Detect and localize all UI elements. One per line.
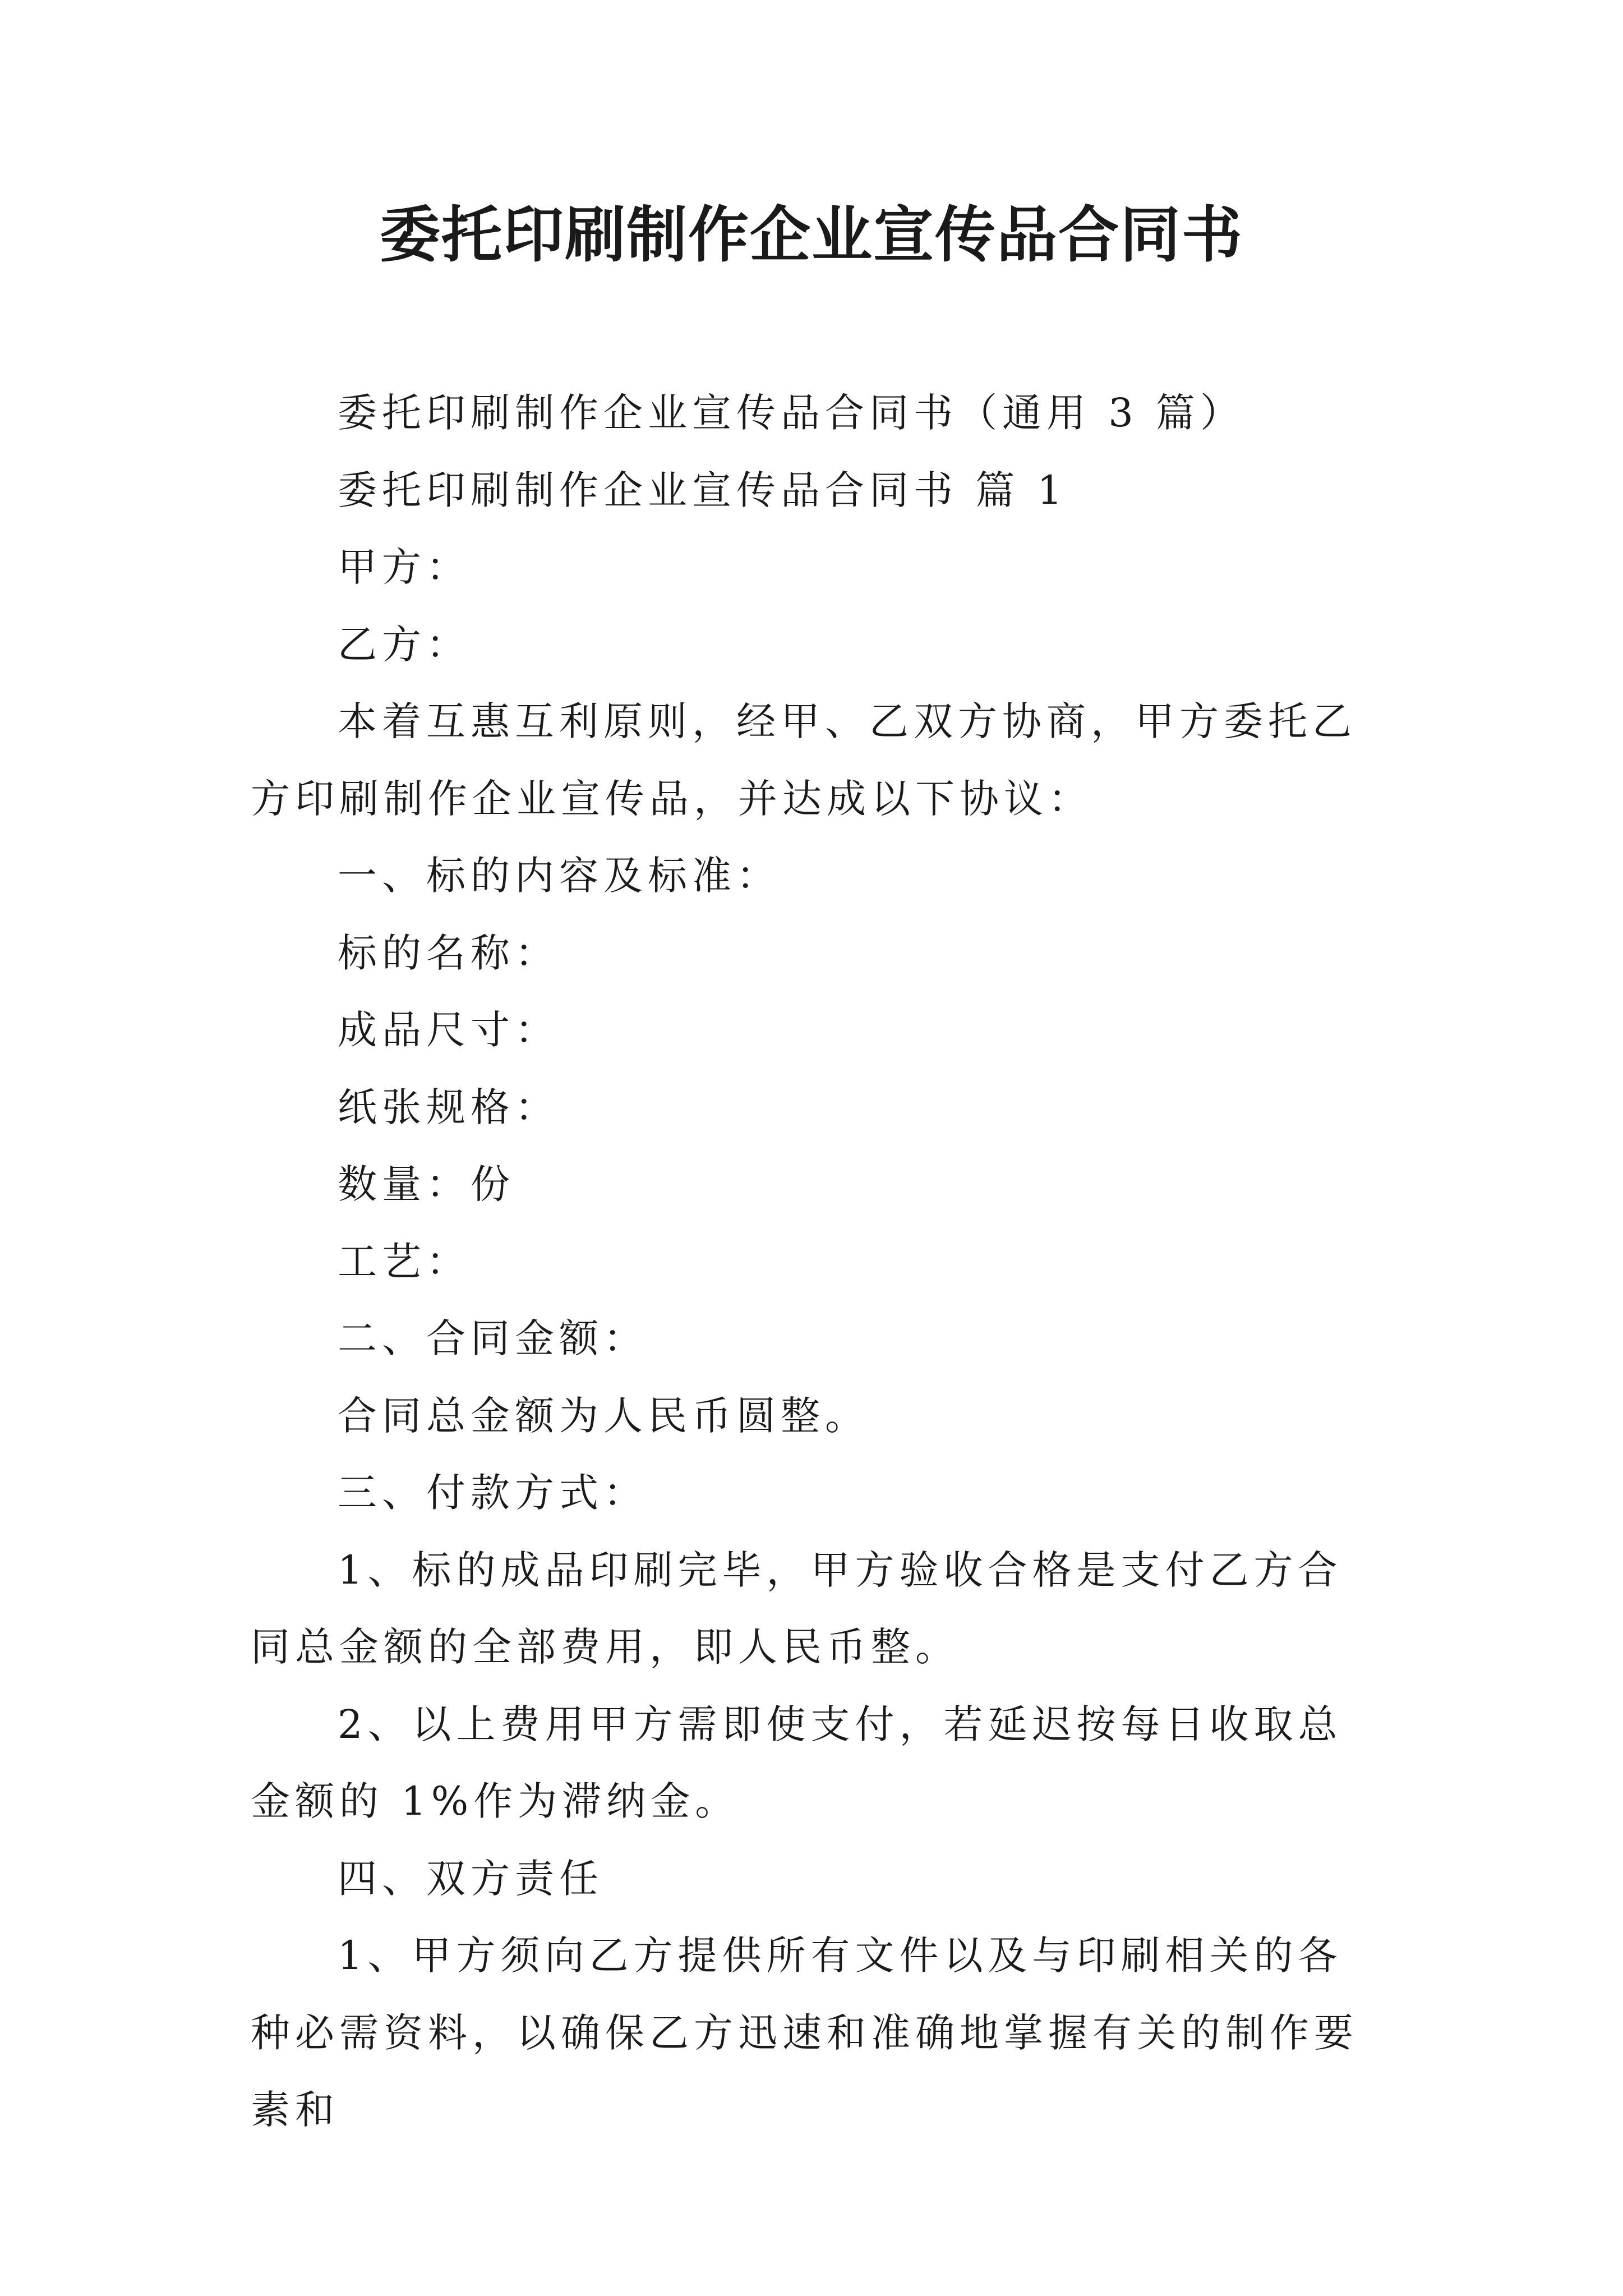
paragraph-item-size: 成品尺寸：	[338, 1007, 559, 1053]
paragraph-subtitle: 委托印刷制作企业宣传品合同书（通用 3 篇）	[338, 390, 1245, 436]
paragraph-item-name: 标的名称：	[338, 930, 559, 976]
paragraph-responsibility-1: 1、甲方须向乙方提供所有文件以及与印刷相关的各种必需资料，以确保乙方迅速和准确地掌握有关的制作要素和	[251, 1932, 1358, 2133]
paragraph-item-quantity: 数量：份	[338, 1161, 515, 1207]
document-body	[251, 375, 1384, 2149]
paragraph-section-heading: 委托印刷制作企业宣传品合同书 篇 1	[338, 467, 1068, 513]
paragraph-item-craft: 工艺：	[338, 1238, 471, 1285]
paragraph-clause-2-heading: 二、合同金额：	[338, 1315, 648, 1361]
document-title: 委托印刷制作企业宣传品合同书	[379, 200, 1243, 270]
paragraph-clause-3-heading: 三、付款方式：	[338, 1470, 648, 1516]
paragraph-party-a: 甲方：	[338, 544, 471, 590]
paragraph-clause-4-heading: 四、双方责任	[338, 1855, 603, 1902]
paragraph-party-b: 乙方：	[338, 621, 471, 668]
paragraph-contract-amount: 合同总金额为人民币圆整。	[338, 1392, 869, 1439]
paragraph-payment-2: 2、以上费用甲方需即使支付，若延迟按每日收取总金额的 1%作为滞纳金。	[251, 1701, 1343, 1824]
paragraph-item-paper: 纸张规格：	[338, 1084, 559, 1130]
paragraph-preamble: 本着互惠互利原则，经甲、乙双方协商，甲方委托乙方印刷制作企业宣传品，并达成以下协议：	[251, 698, 1357, 822]
paragraph-payment-1: 1、标的成品印刷完毕，甲方验收合格是支付乙方合同总金额的全部费用，即人民币整。	[251, 1547, 1343, 1670]
paragraph-clause-1-heading: 一、标的内容及标准：	[338, 853, 781, 899]
